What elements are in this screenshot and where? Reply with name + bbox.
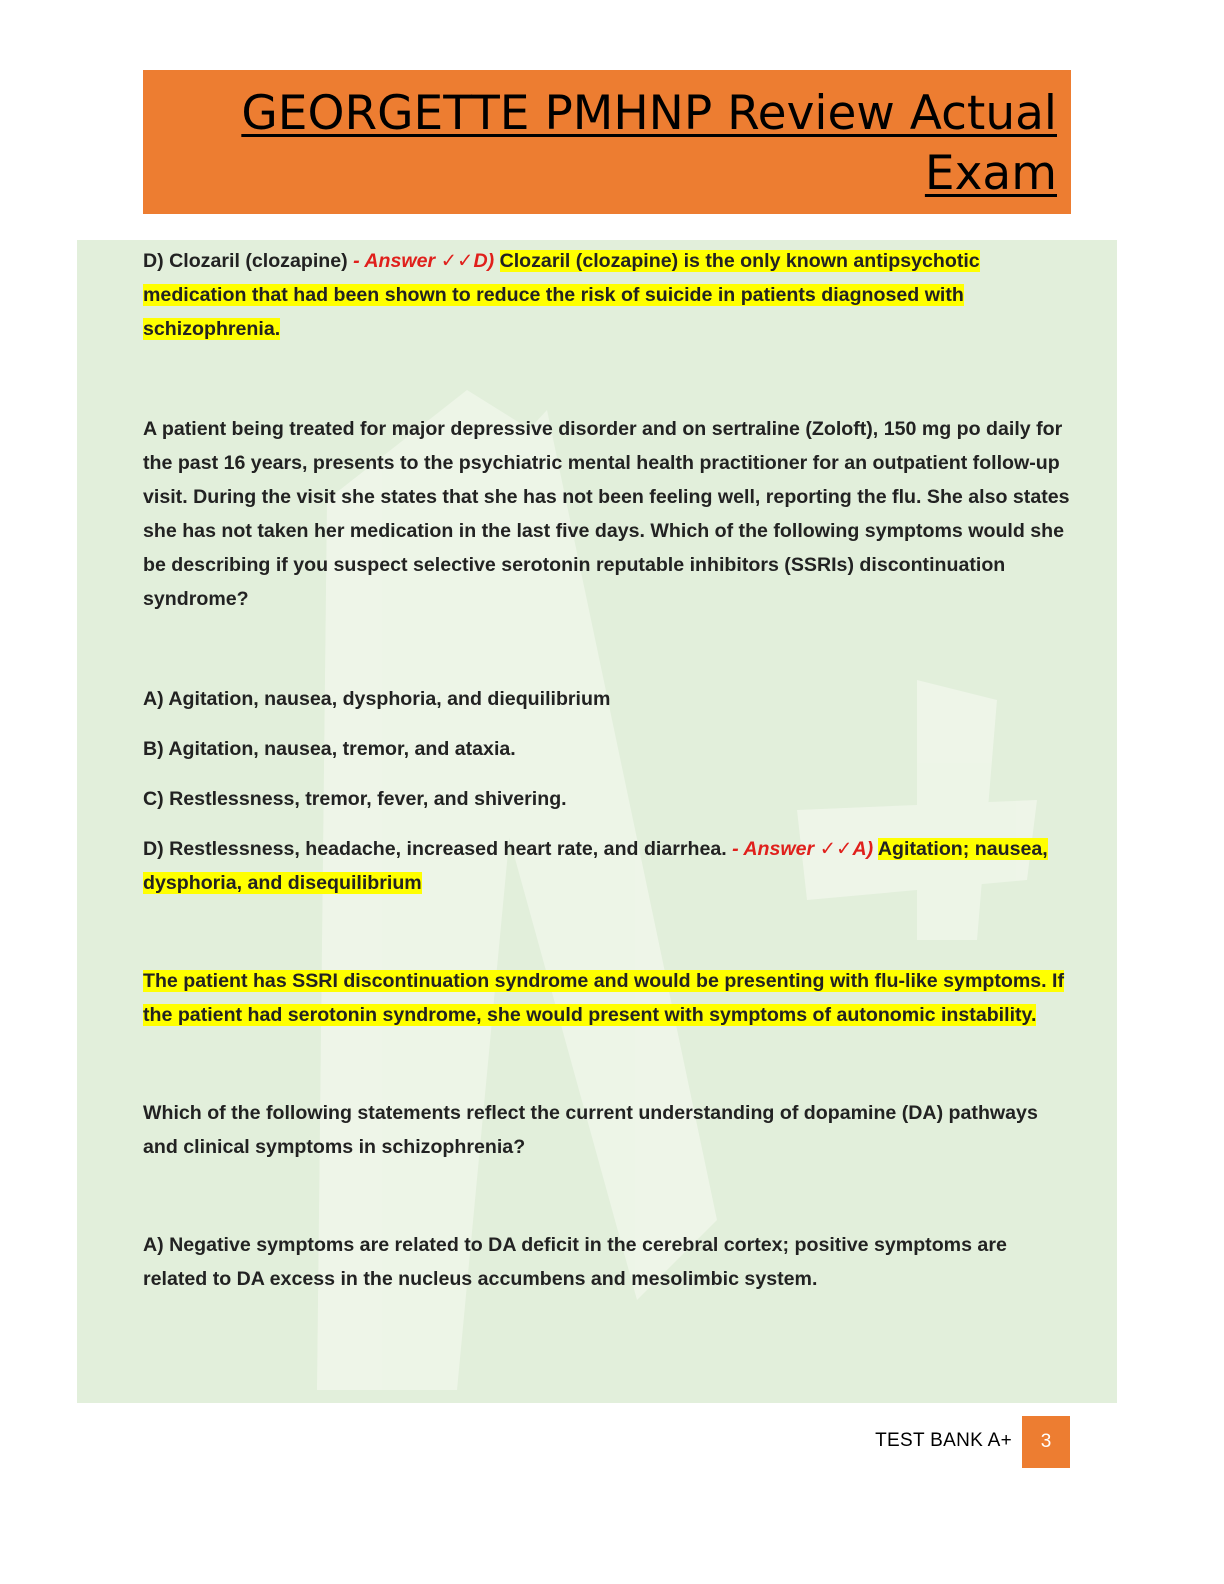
document-body: [143, 244, 1073, 1296]
answer-text: Agitation; nausea, dysphoria, and disequilibrium: [143, 838, 1048, 894]
question-2-text: Which of the following statements reflect the current understanding of dopamine (DA) pathways and clinical symptoms in schizophrenia?: [143, 1102, 1038, 1158]
previous-answer-paragraph: [143, 244, 1073, 346]
check-icon: ✓✓: [440, 250, 474, 272]
answer-label: Answer: [364, 250, 436, 272]
check-icon: ✓✓: [819, 838, 853, 860]
question-1-option-b: B) Agitation, nausea, tremor, and ataxia.: [143, 738, 516, 760]
answer-key: A): [852, 838, 874, 860]
option-text: D) Clozaril (clozapine): [143, 250, 348, 272]
page-number: 3: [1022, 1416, 1070, 1468]
question-2-option-a: A) Negative symptoms are related to DA deficit in the cerebral cortex; positive symptoms are related to DA excess in the nucleus accumbens and mesolimbic system.: [143, 1234, 1007, 1290]
question-1-text: A patient being treated for major depressive disorder and on sertraline (Zoloft), 150 mg po daily for the past 16 years, presents to the psychiatric mental health practitioner for an outpatient follow-up visit. During the visit she states that she has not been feeling well, reporting the flu. She also states she has not taken her medication in the last five days. Which of the following symptoms would she be describing if you suspect selective serotonin reputable inhibitors (SSRIs) discontinuation syndrome?: [143, 418, 1070, 610]
question-1-option-c: C) Restlessness, tremor, fever, and shivering.: [143, 788, 567, 810]
option-text: D) Restlessness, headache, increased heart rate, and diarrhea.: [143, 838, 727, 860]
question-1-rationale: [143, 964, 1073, 1032]
answer-separator: -: [726, 838, 744, 860]
answer-separator: -: [347, 250, 365, 272]
footer-label: TEST BANK A+: [875, 1430, 1012, 1451]
rationale-text: The patient has SSRI discontinuation syndrome and would be presenting with flu-like symptoms. If the patient had serotonin syndrome, she would present with symptoms of autonomic instability.: [143, 970, 1065, 1026]
question-1-option-a: A) Agitation, nausea, dysphoria, and diequilibrium: [143, 688, 611, 710]
answer-explanation: Clozaril (clozapine) is the only known antipsychotic medication that had been shown to reduce the risk of suicide in patients diagnosed with schizophrenia.: [143, 250, 980, 340]
title-banner: [143, 70, 1071, 214]
page-title: GEORGETTE PMHNP Review Actual Exam: [241, 86, 1057, 201]
question-1-option-d: [143, 832, 1073, 900]
answer-label: Answer: [743, 838, 815, 860]
answer-key: D): [473, 250, 495, 272]
